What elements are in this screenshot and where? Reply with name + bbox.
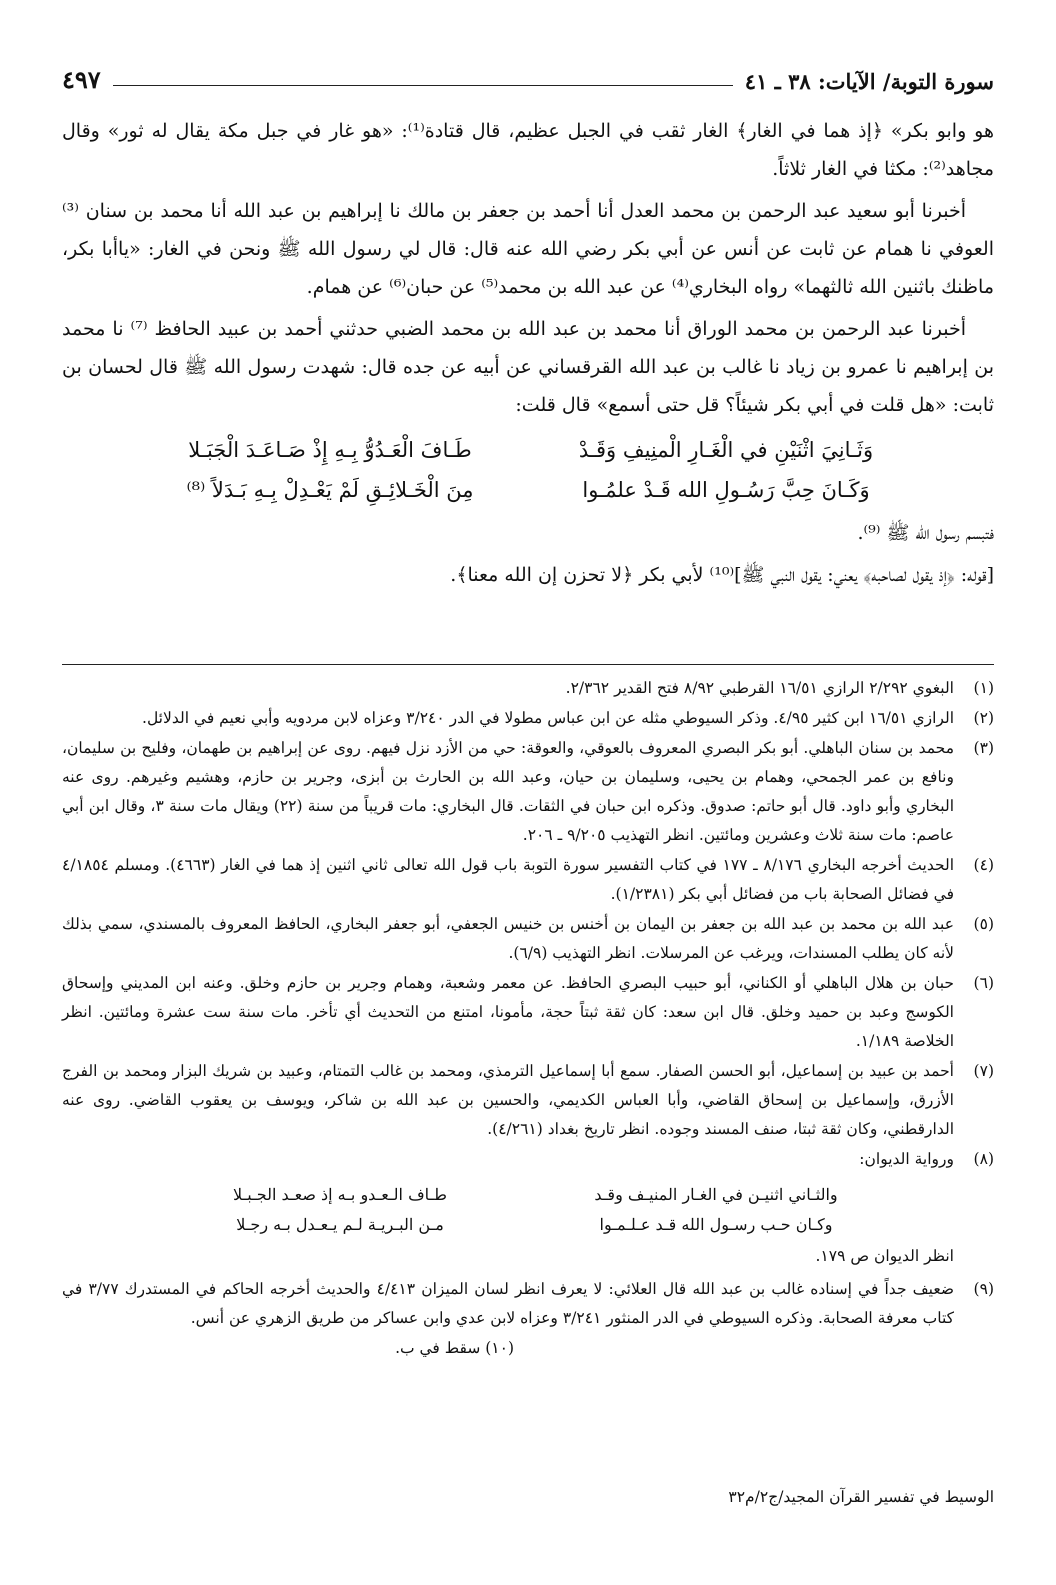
footnote-poem — [172, 1180, 884, 1240]
footnote-number: (٦) — [973, 974, 994, 992]
header-rule — [113, 85, 733, 86]
verse-line-2a: وَكَـانَ حِبَّ رَسُـولِ الله قَـدْ علمُـوا — [582, 478, 870, 502]
footnote — [62, 910, 994, 968]
verse-line-1a: وَثَـانِيَ اثْنَيْنِ في الْغَـارِ الْمنِيفِ وَقَـدْ — [578, 438, 874, 462]
footnote — [62, 674, 994, 703]
surah-title: سورة التوبة/ الآيات: ٣٨ ـ ٤١ — [744, 69, 994, 94]
footnote-text: ضعيف جداً في إسناده غالب بن عبد الله قال العلائي: لا يعرف انظر لسان الميزان ٤/٤١٣ والحديث أخرجه الحاكم في المستدرك ٣/٧٧ في كتاب معرفة الصحابة. وذكره السيوطي في الدر المنثور ٣/٢٤١ وعزاه لابن عدي وابن عساكر من طريق الزهري عن أنس. — [62, 1280, 954, 1327]
footnote-number: (٧) — [973, 1062, 994, 1080]
footnote-text: الرازي ١٦/٥١ ابن كثير ٤/٩٥. وذكر السيوطي مثله عن ابن عباس مطولا في الدر ٣/٢٤٠ وعزاه لابن مردويه وأبي نعيم في الدلائل. — [142, 709, 954, 727]
footnote-verse-line: وكـان حـب رسـول الله قـد عـلـمـوا — [599, 1215, 833, 1234]
footnote-number: (٤) — [973, 856, 994, 874]
page-number: ٤٩٧ — [62, 65, 101, 94]
footnote-text: ورواية الديوان: — [859, 1150, 954, 1168]
footnote-text: محمد بن سنان الباهلي. أبو بكر البصري المعروف بالعوقي، والعوقة: حي من الأزد نزل فيهم. روى عن إبراهيم بن طهمان، وفليح بن سليمان، ونافع بن عمر الجمحي، وهمام بن يحيى، وسليمان بن حيان، وعبد الله بن الحارث بن أبزى، وجرير بن حازم، وهشيم وغيرهم. روى عنه البخاري وأبو داود. قال أبو حاتم: صدوق. وذكره ابن حبان في الثقات. قال البخاري: مات قريباً من سنة (٢٢) ويقال مات سنة ٣، وقال ابن أبي عاصم: مات سنة ثلاث وعشرين ومائتين. انظر التهذيب ٩/٢٠٥ ـ ٢٠٦. — [62, 739, 954, 844]
verse-line-1b: طَـافَ الْعَـدُوُّ بِـهِ إِذْ صَـاعَـدَ الْجَبَـلا — [188, 438, 472, 462]
footnote-number: (٢) — [973, 709, 994, 727]
footnote-8-reference: انظر الديوان ص ١٧٩. — [815, 1247, 954, 1265]
footnote — [62, 969, 994, 1056]
paragraph-2: أخبرنا أبو سعيد عبد الرحمن بن محمد العدل أنا أحمد بن جعفر بن مالك نا إبراهيم بن عبد الله أنا محمد بن سنان ⁽³⁾ العوفي نا همام عن ثابت عن أنس عن أبي بكر رضي الله عنه قال: قال لي رسول الله ﷺ ونحن في الغار: «ياأبا بكر، ماظنك باثنين الله ثالثهما» رواه البخاري⁽⁴⁾ عن عبد الله بن محمد⁽⁵⁾ عن حبان⁽⁶⁾ عن همام. — [62, 200, 994, 298]
footnote — [62, 851, 994, 909]
paragraph-5: [قوله: ﴿إذ يقول لصاحبه﴾ يعني: يقول النبي ﷺ]⁽¹⁰⁾ لأبي بكر ﴿لا تحزن إن الله معنا﴾. — [450, 564, 994, 586]
footnote-verse-line: طـاف الـعـدو بـه إذ صعـد الجـبـلا — [233, 1185, 447, 1204]
footnote — [62, 734, 994, 850]
footnote-text: الحديث أخرجه البخاري ٨/١٧٦ ـ ١٧٧ في كتاب التفسير سورة التوبة باب قول الله تعالى ثاني اثنين إذ هما في الغار (٤٦٦٣). ومسلم ٤/١٨٥٤ في فضائل الصحابة باب من فضائل أبي بكر (١/٢٣٨١). — [62, 856, 954, 903]
footnote-divider — [62, 664, 994, 665]
paragraph-4: فتبسم رسول الله ﷺ ⁽⁹⁾. — [857, 522, 994, 544]
footnote-number: (٨) — [973, 1150, 994, 1168]
footnotes — [62, 674, 994, 1363]
footnote-number: (٥) — [973, 915, 994, 933]
footnote — [62, 704, 994, 733]
footnote-number: (٩) — [973, 1280, 994, 1298]
footnote-text: عبد الله بن محمد بن عبد الله بن جعفر بن اليمان بن أخنس بن خنيس الجعفي، أبو جعفر البخاري، الحافظ المعروف بالمسندي، سمي بذلك لأنه كان يطلب المسندات، ويرغب عن المرسلات. انظر التهذيب (٦/٩). — [62, 915, 954, 962]
footnote-number: (٣) — [973, 739, 994, 757]
book-signature: الوسيط في تفسير القرآن المجيد/ج٢/م٣٢ — [728, 1488, 994, 1506]
paragraph-1: هو وابو بكر» ﴿إذ هما في الغار﴾ الغار ثقب في الجبل عظيم، قال قتادة⁽¹⁾: «هو غار في جبل مكة يقال له ثور» وقال مجاهد⁽²⁾: مكثا في الغار ثلاثاً. — [62, 120, 995, 180]
footnote-text: البغوي ٢/٢٩٢ الرازي ١٦/٥١ القرطبي ٨/٩٢ فتح القدير ٢/٣٦٢. — [565, 679, 954, 697]
footnote — [62, 1275, 994, 1333]
footnote — [62, 1145, 994, 1174]
footnote-number: (١) — [973, 679, 994, 697]
paragraph-3: أخبرنا عبد الرحمن بن محمد الوراق أنا محمد بن عبد الله بن محمد الضبي حدثني أحمد بن عبيد الحافظ ⁽⁷⁾ نا محمد بن إبراهيم نا عمرو بن زياد نا غالب بن عبد الله القرقساني عن أبيه عن جده قال: شهدت رسول الله ﷺ قال لحسان بن ثابت: «هل قلت في أبي بكر شيئاً؟ قل حتى أسمع» قال قلت: — [62, 318, 994, 416]
footnote — [62, 1057, 994, 1144]
footnote-text: أحمد بن عبيد بن إسماعيل، أبو الحسن الصفار. سمع أبا إسماعيل الترمذي، ومحمد بن غالب التمتام، وعبيد بن شريك البزار ومحمد بن الفرج الأزرق، وإسماعيل بن إسحاق القاضي، وأبا العباس الكديمي، والحسين بن عبد الله بن شاكر، ويوسف بن يعقوب القاضي. روى عنه الدارقطني، وكان ثقة ثبتا، صنف المسند وجوده. انظر تاريخ بغداد (٤/٢٦١). — [62, 1062, 954, 1138]
footnote-verse-line: والثـاني اثنيـن في الغـار المنيـف وقـد — [594, 1185, 838, 1204]
footnote-10: (١٠) سقط في ب. — [395, 1339, 514, 1357]
main-text — [62, 112, 994, 594]
footnote-text: حبان بن هلال الباهلي أو الكناني، أبو حبيب البصري الحافظ. عن معمر وشعبة، وهمام وجرير بن حازم وخلق. وعنه ابن المديني وإسحاق الكوسج وعبد بن حميد وخلق. قال ابن سعد: كان ثقة ثبتاً حجة، مأمونا، امتنع من التحديث أي تأخر. مات سنة ست عشرة ومائتين. انظر الخلاصة ١/١٨٩. — [62, 974, 954, 1050]
footnote-verse-line: مـن البـريـة لـم يـعـدل بـه رجـلا — [236, 1215, 444, 1234]
poem-verse — [152, 430, 904, 510]
running-header — [62, 54, 994, 94]
verse-line-2b: مِنَ الْخَـلائِـقِ لَمْ يَعْـدِلْ بِـهِ بَـدَلاً ⁽⁸⁾ — [186, 478, 474, 502]
